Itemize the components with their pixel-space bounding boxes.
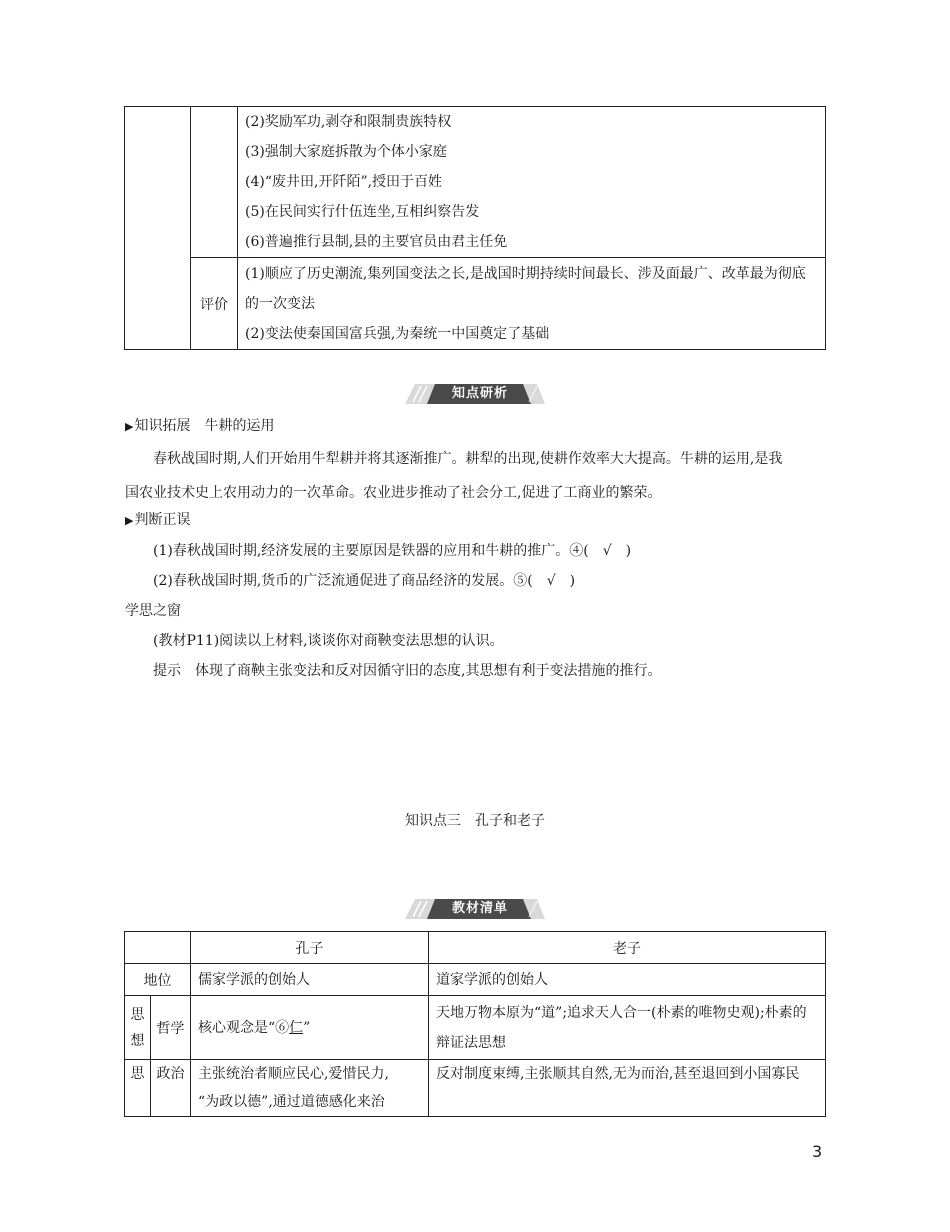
- table-cell: [191, 996, 429, 1060]
- cell-text: ”: [303, 1019, 311, 1036]
- list-item: (5)在民间实行什伍连坐,互相纠察告发: [245, 204, 480, 220]
- row-label-position: 地位: [125, 964, 191, 996]
- table-cell: 反对制度束缚,主张顺其自然,无为而治,甚至退回到小国寡民: [429, 1060, 826, 1117]
- row-label-philosophy: 哲学: [151, 996, 191, 1060]
- table-col-empty: [125, 107, 191, 350]
- list-item: (4)“废井田,开阡陌”,授田于百姓: [245, 174, 443, 190]
- question-text: (教材P11)阅读以上材料,谈谈你对商鞅变法思想的认识。: [153, 633, 504, 649]
- table-cell: 道家学派的创始人: [429, 964, 826, 996]
- heading-text: 知识拓展 牛耕的运用: [134, 418, 275, 434]
- eval-label: 评价: [191, 258, 238, 350]
- banner-label: 教材清单: [451, 901, 508, 916]
- list-item: (2)变法使秦国国富兵强,为秦统一中国奠定了基础: [245, 325, 550, 342]
- hint-text: 提示 体现了商鞅主张变法和反对因循守旧的态度,其思想有利于变法措施的推行。: [153, 663, 662, 679]
- cell-line: 主张统治者顺应民心,爱惜民力,: [198, 1066, 389, 1082]
- row-group-label-thought-continued: 思: [125, 1060, 151, 1117]
- knowledge-title: 知识点三 孔子和老子: [405, 813, 545, 829]
- row-group-label-thought: [125, 996, 151, 1060]
- column-header-kongzi: 孔子: [191, 932, 429, 964]
- paragraph-line: 春秋战国时期,人们开始用牛犁耕并将其逐渐推广。耕犁的出现,使耕作效率大大提高。牛耕的运用,是我: [153, 451, 783, 467]
- page-number: 3: [812, 1142, 823, 1161]
- table-corner: [125, 932, 191, 964]
- table-cell: 天地万物本原为“道”;追求天人合一(朴素的唯物史观);朴素的辩证法思想: [429, 996, 826, 1060]
- section-heading: [125, 505, 825, 536]
- table-cell: 儒家学派的创始人: [191, 964, 429, 996]
- list-item: (6)普遍推行县制,县的主要官员由君主任免: [245, 234, 508, 250]
- banner-label: 知点研析: [451, 386, 508, 401]
- arrow-marker-icon: ▶: [125, 420, 134, 433]
- reform-table: [124, 106, 826, 350]
- section-heading: [125, 411, 825, 442]
- answer-blank: 仁: [289, 1019, 304, 1036]
- eval-content-cell: [238, 258, 826, 350]
- section-banner: [405, 899, 545, 919]
- vertical-label: 思想: [130, 1006, 145, 1049]
- section-heading: 学思之窗: [125, 603, 181, 619]
- paragraph-line: 国农业技术史上农用动力的一次革命。农业进步推动了社会分工,促进了工商业的繁荣。: [125, 485, 662, 501]
- kongzi-laozi-table: [124, 931, 826, 1117]
- row-label-politics: 政治: [151, 1060, 191, 1117]
- list-item: (2)奖励军功,剥夺和限制贵族特权: [245, 114, 452, 130]
- cell-text: 核心观念是“⑥: [198, 1019, 290, 1036]
- list-item: (2)春秋战国时期,货币的广泛流通促进了商品经济的发展。⑤( √ ): [153, 573, 576, 589]
- list-item: (1)春秋战国时期,经济发展的主要原因是铁器的应用和牛耕的推广。④( √ ): [153, 543, 632, 559]
- arrow-marker-icon: ▶: [125, 514, 134, 527]
- list-item: (3)强制大家庭拆散为个体小家庭: [245, 144, 447, 160]
- table-col-content-label: [191, 107, 238, 258]
- list-item: (1)顺应了历史潮流,集列国变法之长,是战国时期持续时间最长、涉及面最广、改革最为彻底的一次变法: [245, 265, 806, 312]
- cell-line: “为政以德”,通过道德感化来治: [198, 1094, 385, 1110]
- section-banner: [405, 384, 545, 404]
- column-header-laozi: 老子: [429, 932, 826, 964]
- heading-text: 判断正误: [134, 512, 191, 528]
- reform-content-cell: [238, 107, 826, 258]
- table-cell: [191, 1060, 429, 1117]
